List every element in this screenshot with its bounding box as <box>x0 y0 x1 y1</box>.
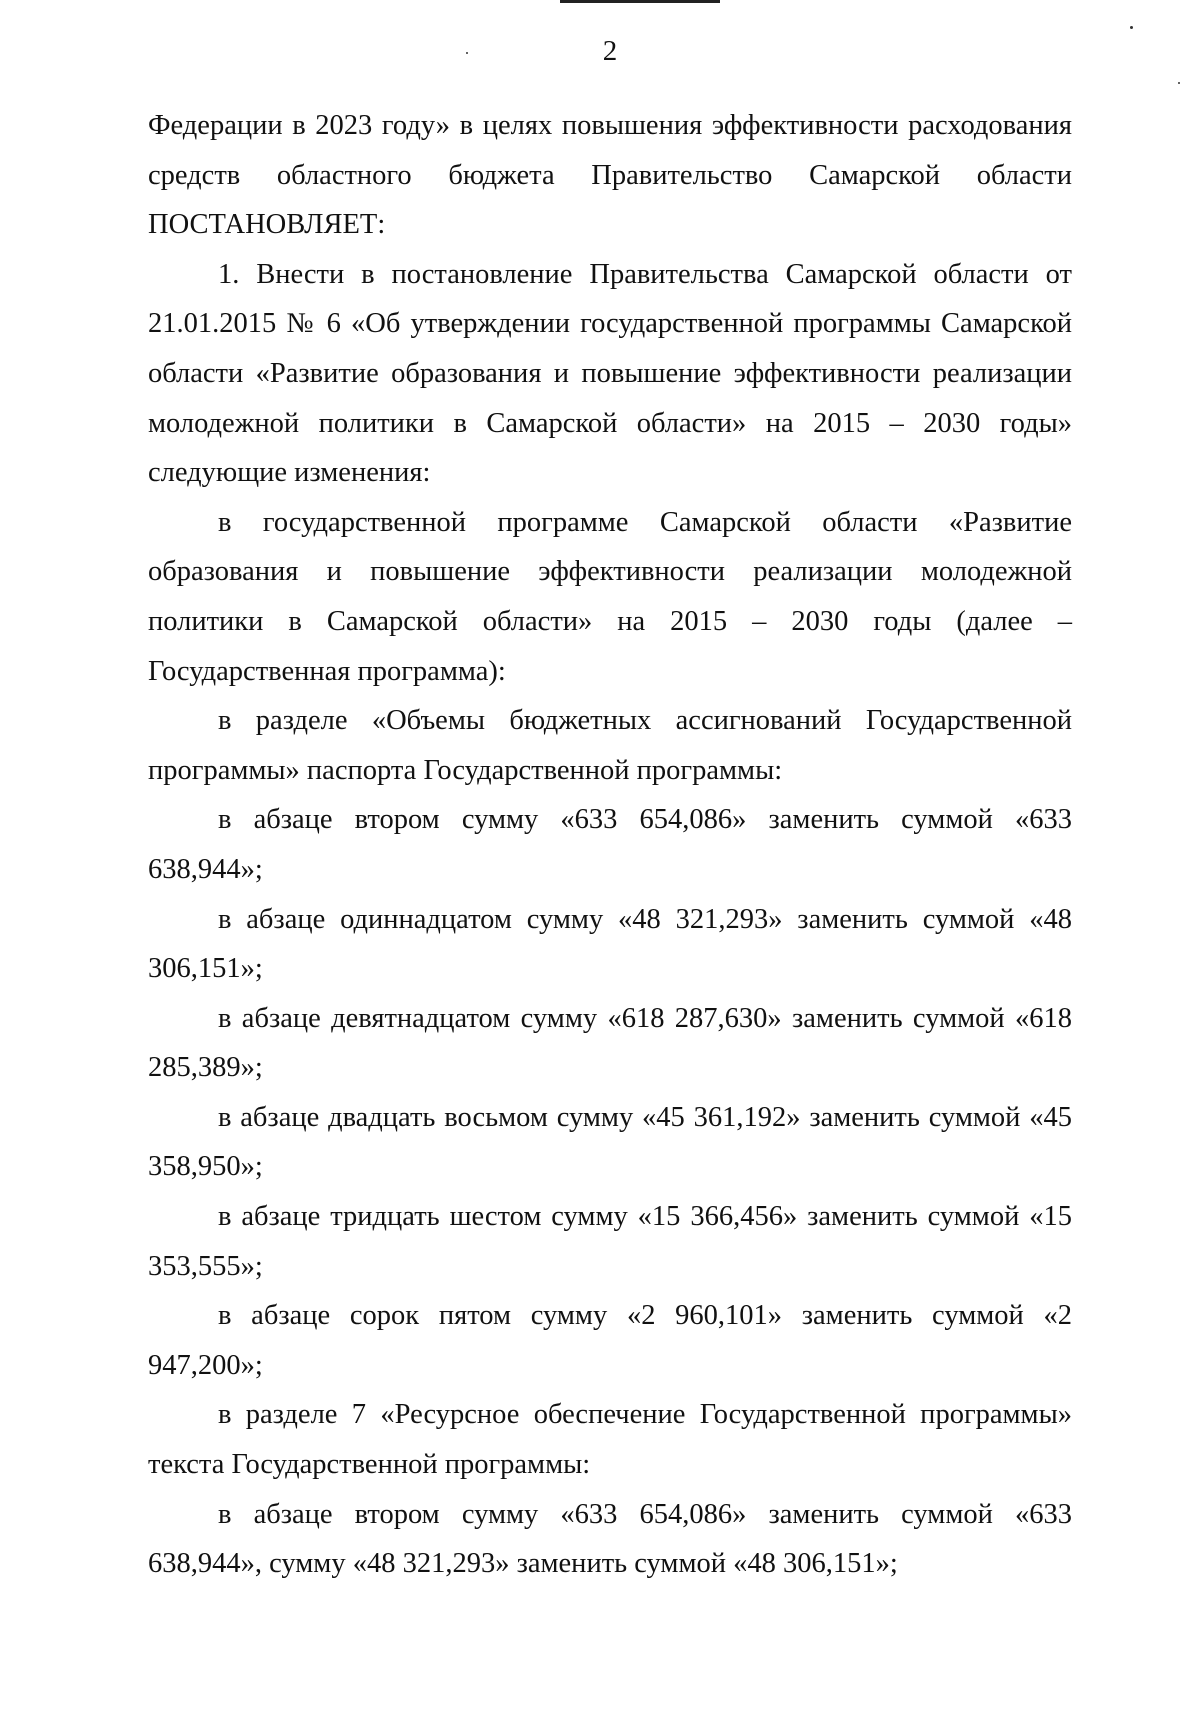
paragraph-amendment: в абзаце сорок пятом сумму «2 960,101» заменить суммой «2 947,200»; <box>148 1300 1072 1381</box>
page-number: 2 <box>602 35 618 67</box>
paragraph-amendment: в абзаце тридцать шестом сумму «15 366,456» заменить суммой «15 353,555»; <box>148 1201 1072 1282</box>
paragraph-amendment: в абзаце двадцать восьмом сумму «45 361,192» заменить суммой «45 358,950»; <box>148 1101 1072 1183</box>
paragraph-amendment: в абзаце одиннадцатом сумму «48 321,293» заменить суммой «48 306,151»; <box>148 903 1072 985</box>
document-body <box>148 101 1072 1589</box>
paragraph-amendment: в абзаце втором сумму «633 654,086» заменить суммой «633 638,944», сумму «48 321,293» заменить суммой «48 306,151»; <box>148 1498 1072 1580</box>
scan-speck <box>1178 82 1180 84</box>
paragraph-amendment: в абзаце девятнадцатом сумму «618 287,630» заменить суммой «618 285,389»; <box>148 1002 1072 1084</box>
paragraph-state-program: в государственной программе Самарской области «Развитие образования и повышение эффективности реализации молодежной политики в Самарской области» на 2015 – 2030 годы (далее – Государственная программа): <box>148 506 1072 687</box>
paragraph-section-7: в разделе 7 «Ресурсное обеспечение Государственной программы» текста Государственной программы: <box>148 1399 1072 1481</box>
paragraph-preamble: Федерации в 2023 году» в целях повышения эффективности расходования средств областного бюджета Правительство Самарской области ПОСТАНОВЛЯЕТ: <box>148 110 1072 241</box>
paragraph-item-1: 1. Внести в постановление Правительства Самарской области от 21.01.2015 № 6 «Об утверждении государственной программы Самарской области «Развитие образования и повышение эффективности реализации молодежной политики в Самарской области» на 2015 – 2030 годы» следующие изменения: <box>148 258 1072 489</box>
paragraph-passport-section: в разделе «Объемы бюджетных ассигнований Государственной программы» паспорта Государственной программы: <box>148 705 1072 786</box>
scan-speck <box>1130 26 1133 29</box>
scan-artifact-line <box>560 0 720 3</box>
paragraph-amendment: в абзаце втором сумму «633 654,086» заменить суммой «633 638,944»; <box>148 804 1072 885</box>
